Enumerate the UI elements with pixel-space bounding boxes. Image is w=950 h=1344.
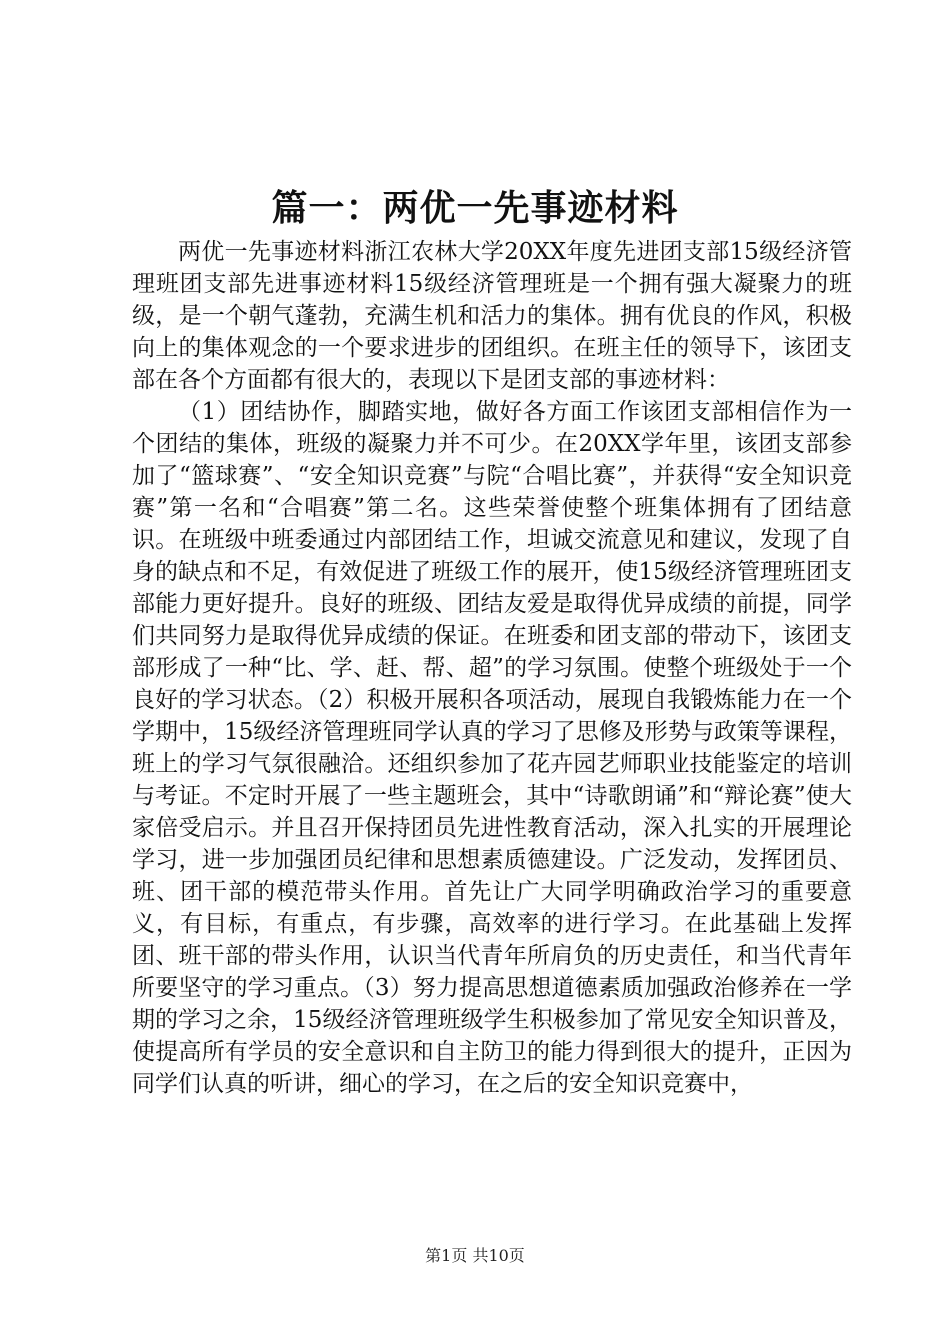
page-number-footer: 第1页 共10页 [425,1246,525,1265]
paragraph-1: 两优一先事迹材料浙江农林大学20XX年度先进团支部15级经济管理班团支部先进事迹材料15级经济管理班是一个拥有强大凝聚力的班级，是一个朝气蓬勃，充满生机和活力的集体。拥有优良的作风，积极向上的集体观念的一个要求进步的团组织。在班主任的领导下，该团支部在各个方面都有很大的，表现以下是团支部的事迹材料： [132,239,852,393]
paragraph-2: （1）团结协作，脚踏实地，做好各方面工作该团支部相信作为一个团结的集体，班级的凝聚力并不可少。在20XX学年里，该团支部参加了“篮球赛”、“安全知识竞赛”与院“合唱比赛”，并获得“安全知识竞赛”第一名和“合唱赛”第二名。这些荣誉使整个班集体拥有了团结意识。在班级中班委通过内部团结工作，坦诚交流意见和建议，发现了自身的缺点和不足，有效促进了班级工作的展开，使15级经济管理班团支部能力更好提升。良好的班级、团结友爱是取得优异成绩的前提，同学们共同努力是取得优异成绩的保证。在班委和团支部的带动下，该团支部形成了一种“比、学、赶、帮、超”的学习氛围。使整个班级处于一个良好的学习状态。（2）积极开展积各项活动，展现自我锻炼能力在一个学期中，15级经济管理班同学认真的学习了思修及形势与政策等课程，班上的学习气氛很融洽。还组织参加了花卉园艺师职业技能鉴定的培训与考证。不定时开展了一些主题班会，其中“诗歌朗诵”和“辩论赛”使大家倍受启示。并且召开保持团员先进性教育活动，深入扎实的开展理论学习，进一步加强团员纪律和思想素质德建设。广泛发动，发挥团员、班、团干部的模范带头作用。首先让广大同学明确政治学习的重要意义，有目标，有重点，有步骤，高效率的进行学习。在此基础上发挥团、班干部的带头作用，认识当代青年所肩负的历史责任，和当代青年所要坚守的学习重点。（3）努力提高思想道德素质加强政治修养在一学期的学习之余，15级经济管理班级学生积极参加了常见安全知识普及，使提高所有学员的安全意识和自主防卫的能力得到很大的提升，正因为同学们认真的听讲，细心的学习，在之后的安全知识竞赛中， [132,399,852,1097]
document-body [132,236,852,1100]
document-title: 篇一：两优一先事迹材料 [271,187,679,229]
